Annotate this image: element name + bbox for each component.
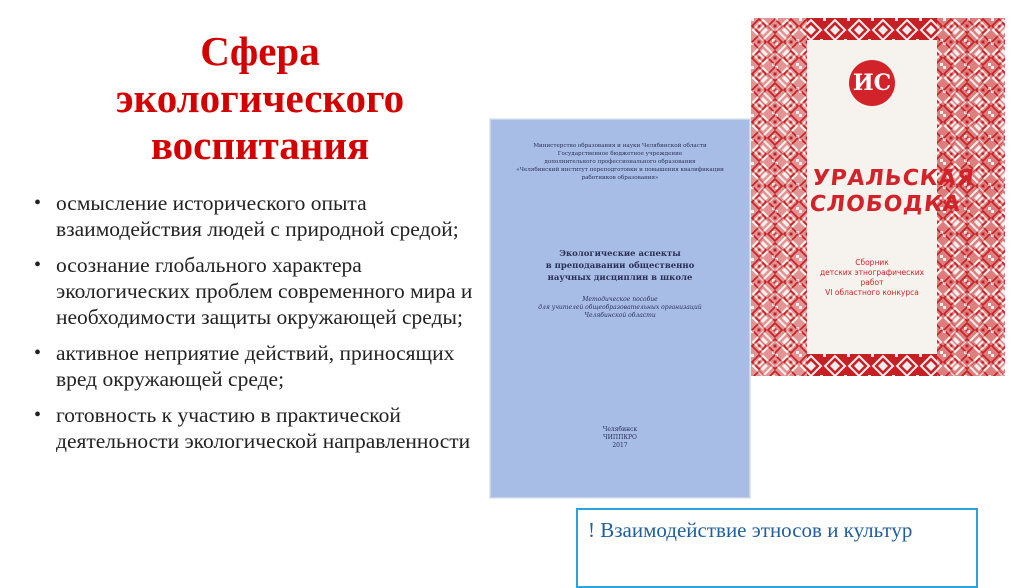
book-subtitle <box>811 258 933 298</box>
book-cover-uralskaya-slobodka <box>751 18 1005 376</box>
bullet-item <box>34 402 484 454</box>
book-subtitle-line: Методическое пособие <box>582 296 658 303</box>
bullet-text: активное неприятие действий, приносящих вред окружающей среде; <box>56 341 455 391</box>
book-subtitle <box>491 296 749 320</box>
book-subtitle-line: Сборник <box>855 258 889 267</box>
book-cover-ecology <box>490 119 750 498</box>
publisher-line: Министерство образования и науки Челябинской области <box>533 143 707 149</box>
publisher-line: «Челябинский институт переподготовки и повышения квалификации <box>516 167 724 173</box>
bullet-list <box>34 190 484 464</box>
bullet-text: осмысление исторического опыта взаимодействия людей с природной средой; <box>56 191 459 241</box>
imprint-line: 2017 <box>612 442 628 449</box>
book-title-line: Экологические аспекты <box>559 249 681 259</box>
book-subtitle-line: для учителей общеобразовательных организаций <box>538 304 702 311</box>
bullet-marker: • <box>34 254 42 276</box>
imprint-line: Челябинск <box>602 426 638 433</box>
bullet-item <box>34 252 484 330</box>
book-title-line: СЛОБОДКА <box>808 192 963 217</box>
book-title <box>808 166 976 218</box>
imprint-line: ЧИППКРО <box>603 434 637 441</box>
note-text: ! Взаимодействие этносов и культур <box>588 518 913 542</box>
publisher-line: Государственное бюджетное учреждение <box>557 151 683 157</box>
publisher-line: работников образования» <box>581 175 659 181</box>
book-subtitle-line: Челябинской области <box>584 312 656 319</box>
bullet-marker: • <box>34 404 42 426</box>
slide-title-line: экологического <box>115 75 405 121</box>
book-title-line: научных дисциплин в школе <box>547 273 693 283</box>
bullet-text: готовность к участию в практической деятельности экологической направленности <box>56 403 471 453</box>
publisher-logo: ИС <box>849 60 895 106</box>
bullet-item <box>34 340 484 392</box>
note-box <box>576 508 978 588</box>
book-publisher-header <box>491 142 749 182</box>
slide-title-line: воспитания <box>150 122 370 168</box>
book-subtitle-line: VI областного конкурса <box>825 288 919 297</box>
book-imprint <box>491 426 749 450</box>
bullet-item <box>34 190 484 242</box>
publisher-line: дополнительного профессионального образования <box>544 159 696 165</box>
slide-title <box>40 28 480 169</box>
bullet-marker: • <box>34 192 42 214</box>
book-title-line: в преподавании общественно <box>545 261 695 271</box>
book-title <box>491 248 749 284</box>
slide-title-line: Сфера <box>200 28 320 74</box>
book-subtitle-line: детских этнографических работ <box>819 268 925 287</box>
bullet-marker: • <box>34 342 42 364</box>
bullet-text: осознание глобального характера экологических проблем современного мира и необходимости защиты окружающей среды; <box>56 253 473 329</box>
book-title-line: УРАЛЬСКАЯ <box>811 166 976 191</box>
